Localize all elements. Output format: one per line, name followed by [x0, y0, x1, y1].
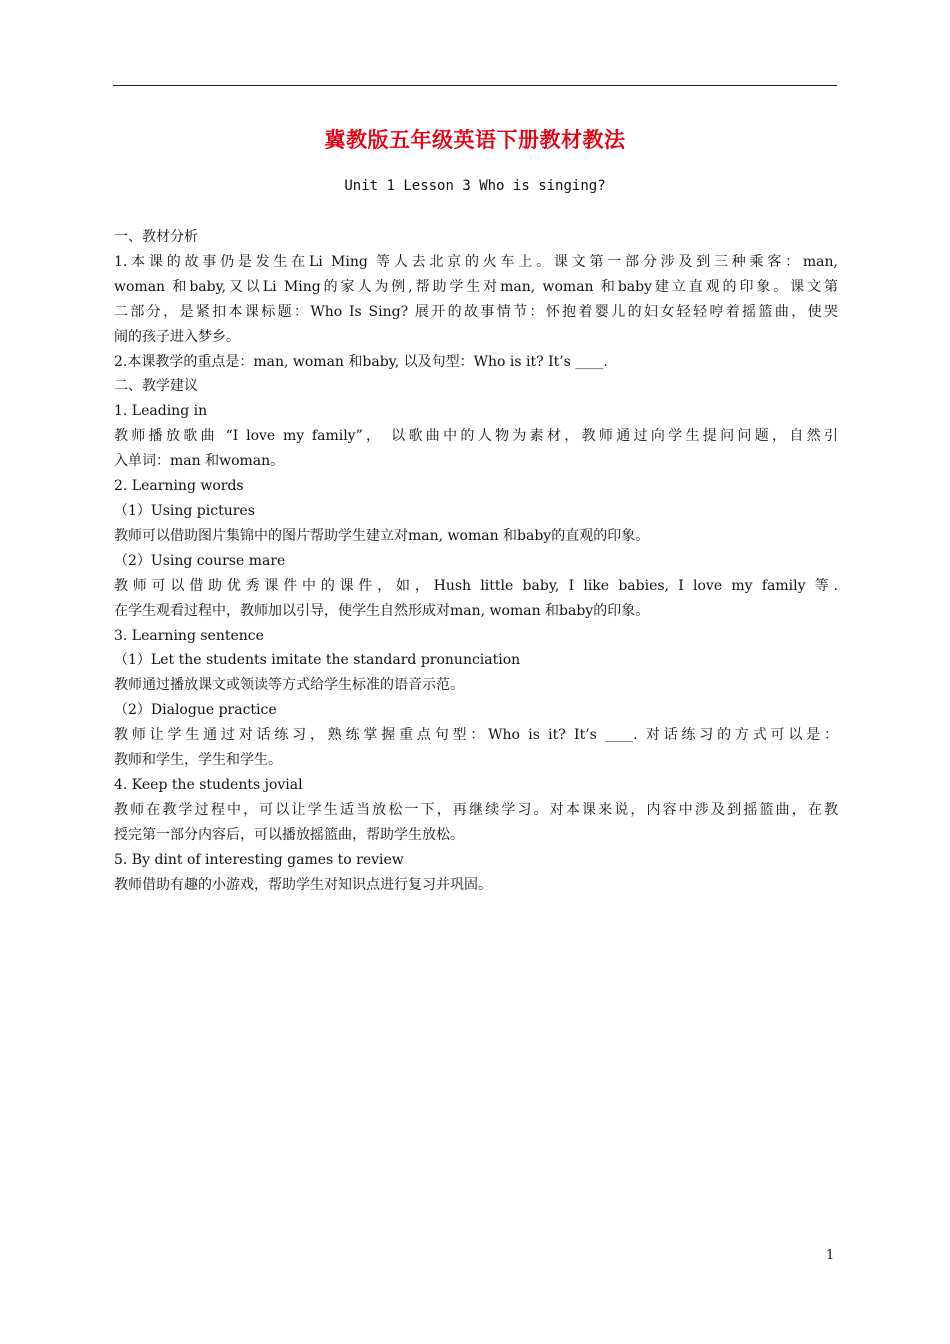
- paragraph-line: 二部分，是紧扣本课标题：Who Is Sing? 展开的故事情节：怀抱着婴儿的妇女轻轻哼着摇篮曲，使哭: [114, 303, 838, 320]
- page-number: 1: [826, 1248, 835, 1263]
- item-title-learning-words: 2. Learning words: [114, 478, 244, 495]
- item-title-jovial: 4. Keep the students jovial: [114, 776, 303, 793]
- paragraph-line: 授完第一部分内容后，可以播放摇篮曲，帮助学生放松。: [114, 826, 464, 843]
- section-heading-suggestions: 二、教学建议: [114, 378, 198, 395]
- subitem-title-dialogue: （2）Dialogue practice: [114, 702, 277, 719]
- header-rule: [113, 85, 837, 86]
- paragraph-line: woman 和baby,又以Li Ming的家人为例,帮助学生对man, woman 和baby建立直观的印象。课文第: [114, 278, 838, 295]
- paragraph-line: 1.本课的故事仍是发生在Li Ming 等人去北京的火车上。课文第一部分涉及到三种乘客：man,: [114, 253, 838, 270]
- paragraph-line: 教师播放歌曲 “I love my family”， 以歌曲中的人物为素材，教师通过向学生提问问题，自然引: [114, 428, 838, 445]
- subitem-title-pictures: （1）Using pictures: [114, 502, 255, 519]
- item-title-leading-in: 1. Leading in: [114, 403, 208, 420]
- subitem-title-course: （2）Using course mare: [114, 552, 286, 569]
- paragraph-line: 教师通过播放课文或领读等方式给学生标准的语音示范。: [114, 677, 464, 694]
- paragraph-line: 入单词：man 和woman。: [114, 453, 285, 470]
- item-title-games: 5. By dint of interesting games to review: [114, 851, 404, 868]
- document-body: [114, 225, 838, 897]
- subitem-title-imitate: （1）Let the students imitate the standard pronunciation: [114, 652, 521, 669]
- paragraph-line: 教师可以借助图片集锦中的图片帮助学生建立对man, woman 和baby的直观的印象。: [114, 527, 650, 544]
- paragraph-line: 教师借助有趣的小游戏，帮助学生对知识点进行复习并巩固。: [114, 876, 492, 893]
- paragraph-line: 教师让学生通过对话练习，熟练掌握重点句型：Who is it? It’s ____. 对话练习的方式可以是：: [114, 727, 838, 744]
- lesson-subtitle: Unit 1 Lesson 3 Who is singing?: [344, 178, 606, 194]
- paragraph-line: 教师在教学过程中，可以让学生适当放松一下，再继续学习。对本课来说，内容中涉及到摇篮曲，在教: [114, 801, 838, 818]
- paragraph-key-points: 2.本课教学的重点是：man, woman 和baby, 以及句型：Who is it? It’s ____.: [114, 353, 608, 370]
- document-title: 冀教版五年级英语下册教材教法: [324, 127, 626, 152]
- paragraph-line: 教师和学生，学生和学生。: [114, 752, 282, 769]
- paragraph-line: 教师可以借助优秀课件中的课件，如，Hush little baby, I like babies, I love my family 等.: [114, 577, 838, 594]
- paragraph-story: [114, 250, 838, 350]
- paragraph-line: 在学生观看过程中，教师加以引导，使学生自然形成对man, woman 和baby的印象。: [114, 602, 650, 619]
- item-title-learning-sentence: 3. Learning sentence: [114, 627, 264, 644]
- paragraph-line: 闹的孩子进入梦乡。: [114, 328, 240, 345]
- section-heading-analysis: 一、教材分析: [114, 229, 198, 245]
